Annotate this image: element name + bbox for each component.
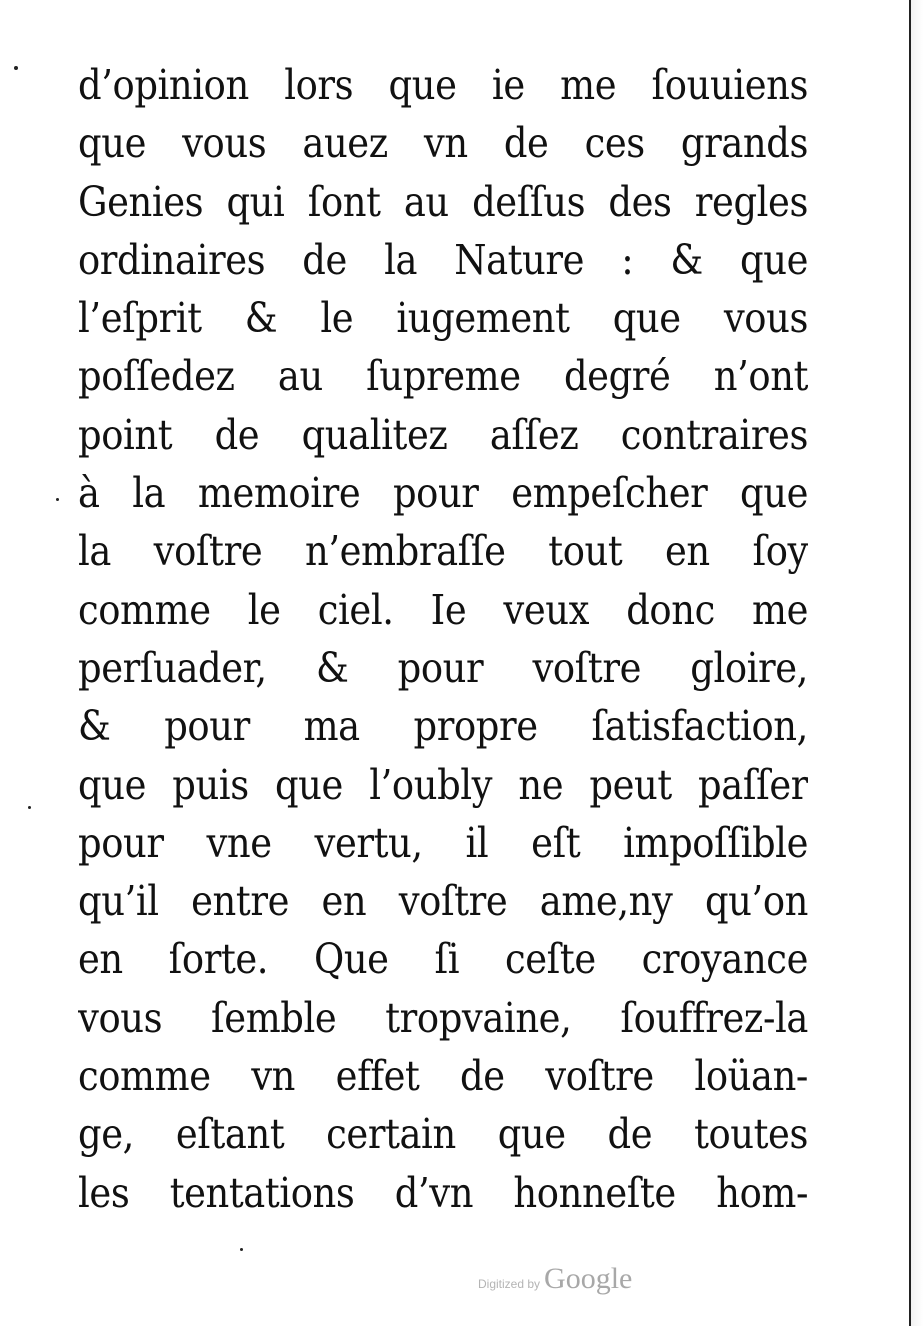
text-line: poſſedez au ſupreme degré n’ont	[78, 352, 808, 401]
text-line: que vous auez vn de ces grands	[78, 119, 808, 168]
text-line: comme vn effet de voſtre loüan-	[78, 1052, 808, 1101]
text-line: pour vne vertu, il eſt impoſſible	[78, 818, 808, 867]
text-line: les tentations d’vn honneſte hom-	[78, 1168, 808, 1217]
text-line: point de qualitez aſſez contraires	[78, 410, 808, 459]
page-text	[78, 56, 808, 1222]
ink-speck	[28, 806, 31, 809]
ink-speck	[14, 66, 18, 70]
ink-speck	[240, 1248, 243, 1251]
text-line: perſuader, & pour voſtre gloire,	[78, 643, 808, 692]
digitized-watermark	[478, 1262, 632, 1296]
left-margin-specks	[0, 0, 6, 1326]
page-binding-edge	[909, 0, 923, 1326]
text-line: d’opinion lors que ie me ſouuiens	[78, 61, 808, 109]
text-line: comme le ciel. Ie veux donc me	[78, 585, 808, 634]
text-line: Genies qui ſont au deſſus des regles	[78, 177, 808, 226]
watermark-prefix: Digitized by	[478, 1277, 541, 1291]
text-line: en ſorte. Que ſi ceſte croyance	[78, 935, 808, 984]
text-line: ordinaires de la Nature : & que	[78, 235, 808, 284]
text-line: & pour ma propre ſatisfaction,	[78, 702, 808, 751]
ink-speck	[56, 498, 59, 501]
text-line: la voſtre n’embraſſe tout en ſoy	[78, 527, 808, 576]
text-line: que puis que l’oubly ne peut paſſer	[78, 760, 808, 809]
text-line: qu’il entre en voſtre ame,ny qu’on	[78, 877, 808, 926]
watermark-brand: Google	[544, 1262, 633, 1295]
text-line: l’eſprit & le iugement que vous	[78, 294, 808, 343]
text-line: vous ſemble tropvaine, ſouffrez-la	[78, 993, 808, 1042]
text-line: ge, eſtant certain que de toutes	[78, 1110, 808, 1159]
text-line: à la memoire pour empeſcher que	[78, 469, 808, 518]
